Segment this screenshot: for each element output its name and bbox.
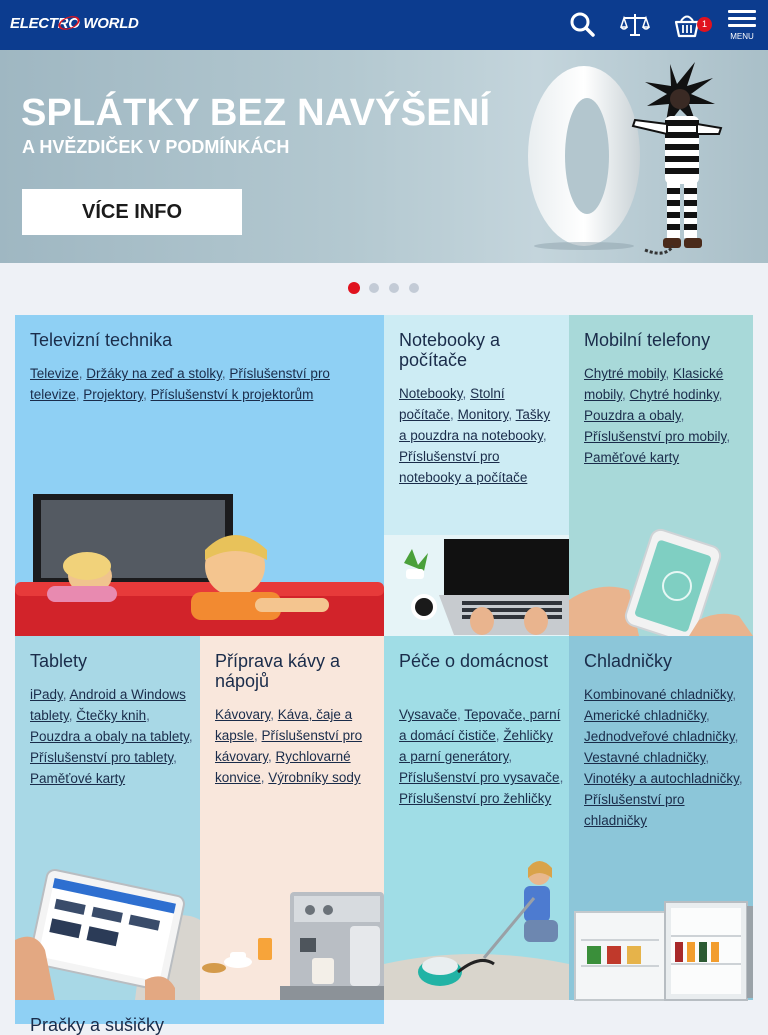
top-header bbox=[0, 0, 768, 50]
carousel-dot-3[interactable] bbox=[389, 283, 399, 293]
search-icon[interactable] bbox=[568, 10, 598, 40]
category-link[interactable]: Paměťové karty bbox=[30, 771, 126, 786]
category-links: Vysavače, Tepovače, parní a domácí čističe, Žehličky a parní generátory, Příslušenství pro vysavače, Příslušenství pro žehličky bbox=[399, 707, 564, 806]
category-tile-tablets[interactable] bbox=[15, 636, 200, 1000]
category-link[interactable]: Klasické mobily bbox=[584, 366, 724, 402]
electro-world-logo[interactable]: ELECTRO WORLD bbox=[10, 15, 139, 32]
category-link[interactable]: Vinotéky a autochladničky bbox=[584, 771, 739, 786]
category-link[interactable]: Příslušenství pro tablety bbox=[30, 750, 174, 765]
carousel-dot-4[interactable] bbox=[409, 283, 419, 293]
tablet-in-hands-image bbox=[15, 870, 200, 1000]
laptop-on-desk-image bbox=[384, 535, 569, 636]
hand-with-smartphone-image bbox=[569, 520, 753, 636]
category-link[interactable]: Rychlovarné konvice bbox=[215, 749, 351, 785]
category-links: iPady, Android a Windows tablety, Čtečky knih, Pouzdra a obaly na tablety, Příslušenství pro tablety, Paměťové karty bbox=[30, 687, 193, 786]
kids-watching-tv-image bbox=[15, 490, 384, 636]
category-links: Televize, Držáky na zeď a stolky, Příslušenství pro televize, Projektory, Příslušenství k projektorům bbox=[30, 366, 330, 402]
category-title[interactable]: Péče o domácnost bbox=[399, 651, 549, 671]
category-link[interactable]: Android a Windows tablety bbox=[30, 687, 186, 723]
category-tile-washers[interactable] bbox=[15, 1000, 384, 1035]
category-link[interactable]: Notebooky bbox=[399, 386, 463, 401]
category-tile-tv[interactable] bbox=[15, 315, 384, 636]
category-link[interactable]: Monitory bbox=[457, 407, 509, 422]
cart-count-badge: 1 bbox=[697, 17, 712, 32]
category-title[interactable]: Příprava kávy a nápojů bbox=[215, 651, 341, 691]
category-title[interactable]: Tablety bbox=[30, 651, 88, 671]
category-title[interactable]: Mobilní telefony bbox=[584, 330, 711, 350]
category-link[interactable]: Příslušenství pro kávovary bbox=[215, 728, 363, 764]
category-links: Notebooky, Stolní počítače, Monitory, Tašky a pouzdra na notebooky, Příslušenství pro notebooky a počítače bbox=[399, 386, 551, 485]
category-link[interactable]: Tepovače, parní a domácí čističe bbox=[399, 707, 561, 743]
category-link[interactable]: Kombinované chladničky bbox=[584, 687, 733, 702]
category-link[interactable]: Držáky na zeď a stolky bbox=[86, 366, 222, 381]
category-tile-notebooks[interactable] bbox=[384, 315, 569, 636]
hamburger-menu-icon bbox=[728, 10, 756, 13]
category-link[interactable]: Příslušenství pro žehličky bbox=[399, 791, 552, 806]
category-link[interactable]: Káva, čaje a kapsle bbox=[215, 707, 353, 743]
category-tile-mobiles[interactable] bbox=[569, 315, 753, 636]
category-link[interactable]: Pouzdra a obaly na tablety bbox=[30, 729, 189, 744]
category-links: Chytré mobily, Klasické mobily, Chytré hodinky, Pouzdra a obaly, Příslušenství pro mobily, Paměťové karty bbox=[584, 366, 731, 465]
hamburger-menu-button[interactable] bbox=[726, 8, 758, 42]
category-link[interactable]: Tašky a pouzdra na notebooky bbox=[399, 407, 551, 443]
category-link[interactable]: Projektory bbox=[83, 387, 144, 402]
category-tile-coffee[interactable] bbox=[200, 636, 384, 1000]
striped-prisoner-illustration bbox=[625, 54, 730, 260]
category-links: Kávovary, Káva, čaje a kapsle, Příslušenství pro kávovary, Rychlovarné konvice, Výrobníky sody bbox=[215, 707, 363, 785]
category-tile-fridges[interactable] bbox=[569, 636, 753, 1000]
promo-banner[interactable] bbox=[0, 50, 768, 263]
category-link[interactable]: Žehličky a parní generátory bbox=[399, 728, 553, 764]
category-link[interactable]: Televize bbox=[30, 366, 79, 381]
category-title[interactable]: Televizní technika bbox=[30, 330, 173, 350]
menu-label: MENU bbox=[730, 32, 754, 41]
category-link[interactable]: Čtečky knih bbox=[76, 708, 147, 723]
category-link[interactable]: Příslušenství pro vysavače bbox=[399, 770, 560, 785]
category-tile-home-care[interactable] bbox=[384, 636, 569, 1000]
category-link[interactable]: Paměťové karty bbox=[584, 450, 680, 465]
category-link[interactable]: Příslušenství pro chladničky bbox=[584, 792, 685, 828]
category-link[interactable]: Chytré hodinky bbox=[629, 387, 719, 402]
category-link[interactable]: Stolní počítače bbox=[399, 386, 505, 422]
category-link[interactable]: Vysavače bbox=[399, 707, 458, 722]
category-link[interactable]: Příslušenství pro mobily bbox=[584, 429, 727, 444]
category-link[interactable]: Výrobníky sody bbox=[268, 770, 361, 785]
compare-scale-icon[interactable] bbox=[620, 10, 650, 40]
category-link[interactable]: Chytré mobily bbox=[584, 366, 666, 381]
carousel-pagination bbox=[0, 283, 768, 295]
category-link[interactable]: Americké chladničky bbox=[584, 708, 707, 723]
category-link[interactable]: Vestavné chladničky bbox=[584, 750, 706, 765]
category-link[interactable]: iPady bbox=[30, 687, 63, 702]
banner-subtitle: A HVĚZDIČEK V PODMÍNKÁCH bbox=[22, 137, 290, 157]
woman-with-vacuum-image bbox=[384, 854, 569, 1000]
category-title[interactable]: Pračky a sušičky bbox=[30, 1015, 165, 1035]
open-fridge-image bbox=[569, 896, 753, 1000]
category-title[interactable]: Notebooky a počítače bbox=[399, 330, 501, 370]
banner-title: SPLÁTKY BEZ NAVÝŠENÍ bbox=[21, 92, 491, 134]
carousel-dot-1[interactable] bbox=[348, 282, 360, 294]
carousel-dot-2[interactable] bbox=[369, 283, 379, 293]
category-link[interactable]: Pouzdra a obaly bbox=[584, 408, 681, 423]
category-link[interactable]: Příslušenství k projektorům bbox=[150, 387, 314, 402]
category-link[interactable]: Příslušenství pro televize bbox=[30, 366, 330, 402]
more-info-button[interactable]: VÍCE INFO bbox=[22, 189, 242, 235]
category-title[interactable]: Chladničky bbox=[584, 651, 673, 671]
category-link[interactable]: Příslušenství pro notebooky a počítače bbox=[399, 449, 528, 485]
coffee-machine-image bbox=[200, 886, 384, 1000]
category-link[interactable]: Kávovary bbox=[215, 707, 271, 722]
category-link[interactable]: Jednodveřové chladničky bbox=[584, 729, 735, 744]
category-links: Kombinované chladničky, Americké chladničky, Jednodveřové chladničky, Vestavné chladničky, Vinotéky a autochladničky, Příslušenství pro chladničky bbox=[584, 687, 743, 828]
